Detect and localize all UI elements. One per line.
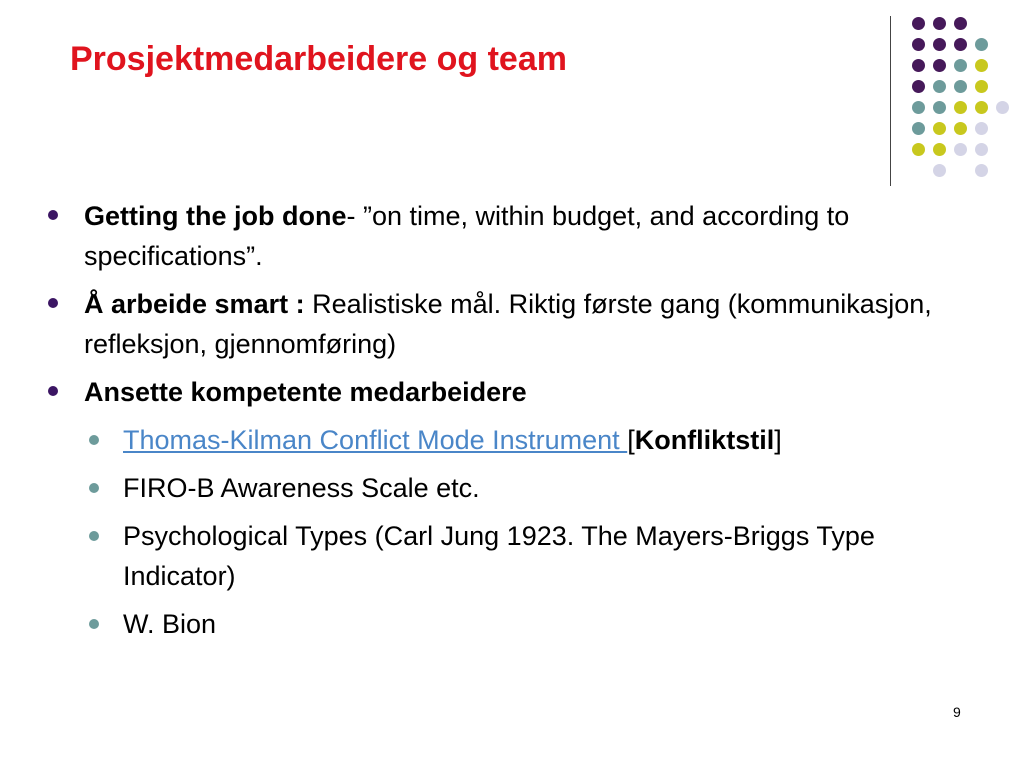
decorative-dot <box>975 59 988 72</box>
decorative-dot <box>912 143 925 156</box>
decorative-dot <box>933 101 946 114</box>
decorative-dot <box>933 80 946 93</box>
sub-bullet-icon <box>89 619 99 629</box>
sub-bullet-icon <box>89 483 99 493</box>
bullet-item <box>44 196 974 276</box>
thomas-kilman-link[interactable]: Thomas-Kilman Conflict Mode Instrument <box>123 425 628 455</box>
decorative-dot <box>996 101 1009 114</box>
sub-bullet-item <box>84 604 974 644</box>
decorative-dot <box>954 38 967 51</box>
bullet-bold-text: Å arbeide smart : <box>84 289 305 319</box>
decorative-dot <box>933 164 946 177</box>
bullet-text: - ”on time, within budget, and according to specifications”. <box>84 201 850 271</box>
bullet-icon <box>48 210 58 220</box>
decorative-dot <box>912 38 925 51</box>
bullet-text: Realistiske mål. Riktig første gang (kommunikasjon, refleksjon, gjennomføring) <box>84 289 932 359</box>
decorative-dot <box>954 122 967 135</box>
decorative-dot <box>912 17 925 30</box>
sub-bullet-text: W. Bion <box>123 609 217 639</box>
page-number: 9 <box>953 704 961 720</box>
decorative-dot <box>933 59 946 72</box>
bullet-bold-text: Getting the job done <box>84 201 347 231</box>
decorative-dot <box>933 122 946 135</box>
bullet-item <box>44 372 974 412</box>
decorative-dot <box>954 143 967 156</box>
decorative-dot <box>975 101 988 114</box>
decorative-dot <box>954 59 967 72</box>
decorative-dot <box>975 80 988 93</box>
decorative-dot <box>954 17 967 30</box>
close-bracket: ] <box>774 425 782 455</box>
slide-title: Prosjektmedarbeidere og team <box>70 40 567 78</box>
decorative-dot <box>954 80 967 93</box>
open-bracket: [ <box>627 425 635 455</box>
decorative-dot <box>912 101 925 114</box>
bullet-item <box>44 284 974 364</box>
decorative-dot <box>975 38 988 51</box>
decorative-dot <box>933 17 946 30</box>
konfliktstil-text: Konfliktstil <box>634 425 775 455</box>
sub-bullet-text: Psychological Types (Carl Jung 1923. The Mayers-Briggs Type Indicator) <box>123 521 875 591</box>
decorative-dot <box>912 80 925 93</box>
sub-bullet-icon <box>89 435 99 445</box>
sub-bullet-item <box>84 516 974 596</box>
decorative-dot <box>933 38 946 51</box>
sub-bullet-text: FIRO-B Awareness Scale etc. <box>123 473 480 503</box>
decorative-dot <box>912 59 925 72</box>
sub-bullet-item <box>84 468 974 508</box>
sub-bullet-item <box>84 420 974 460</box>
decorative-dot <box>975 143 988 156</box>
decorative-dot <box>954 101 967 114</box>
decorative-dot <box>975 164 988 177</box>
bullet-icon <box>48 298 58 308</box>
decorative-dot <box>975 122 988 135</box>
decorative-dot-grid <box>0 0 1024 200</box>
sub-bullet-icon <box>89 531 99 541</box>
decorative-dot <box>933 143 946 156</box>
bullet-list <box>44 196 974 652</box>
bullet-icon <box>48 386 58 396</box>
bullet-bold-text: Ansette kompetente medarbeidere <box>84 377 527 407</box>
decorative-dot <box>912 122 925 135</box>
title-divider-line <box>890 16 891 186</box>
